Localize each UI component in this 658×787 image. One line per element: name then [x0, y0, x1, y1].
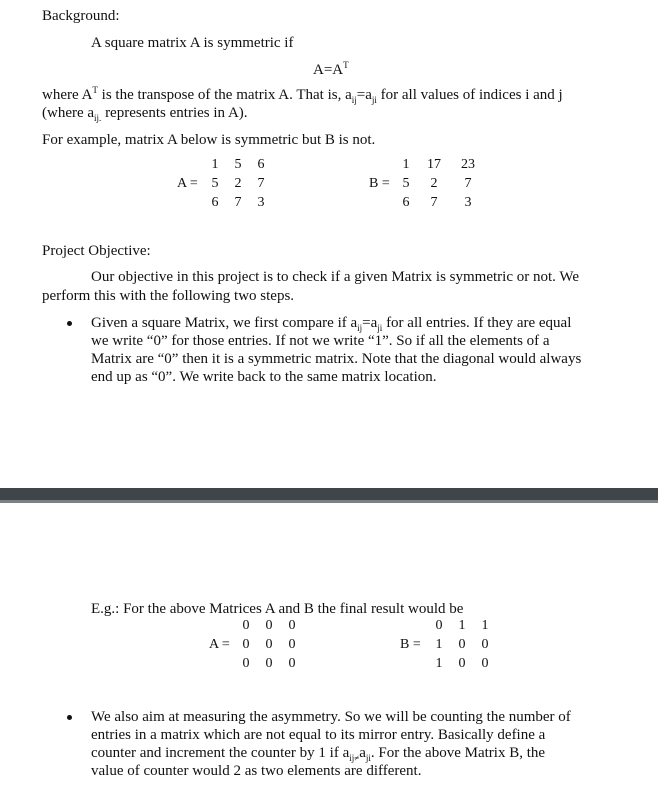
symmetry-equation: $A=A^T$ — [313, 60, 349, 78]
matrix-a-label: A = — [177, 176, 198, 191]
page-divider-shadow — [0, 500, 658, 503]
matrix-cell: 0 — [481, 637, 489, 652]
matrix-cell: 0 — [242, 618, 250, 633]
result-b-label: B = — [400, 637, 421, 652]
matrix-cell: 23 — [461, 157, 475, 172]
matrix-cell: 0 — [288, 637, 296, 652]
bullet-1-line-1: Given a square Matrix, we first compare if $a_{ij}=a_{ji}$ for all entries. If they are equal — [91, 315, 572, 333]
matrix-cell: 6 — [211, 195, 219, 210]
matrix-cell: 0 — [265, 618, 273, 633]
matrix-cell: 0 — [288, 656, 296, 671]
where-line: where $A^T$ is the transpose of the matrix A. That is, $a_{ij}=a_{ji}$ for all values of indices i and j — [42, 85, 563, 105]
bullet-1-line-3: Matrix are “0” then it is a symmetric matrix. Note that the diagonal would always — [91, 351, 582, 367]
matrix-cell: 0 — [458, 656, 466, 671]
matrix-cell: 2 — [234, 176, 242, 191]
matrix-cell: 0 — [242, 637, 250, 652]
matrix-cell: 6 — [257, 157, 265, 172]
matrix-cell: 0 — [458, 637, 466, 652]
objective-line-2: perform this with the following two steps. — [42, 288, 295, 304]
matrix-cell: 7 — [430, 195, 438, 210]
matrix-cell: 0 — [288, 618, 296, 633]
matrix-cell: 6 — [402, 195, 410, 210]
matrix-cell: 7 — [464, 176, 472, 191]
matrix-cell: 0 — [242, 656, 250, 671]
where-line-2: (where $a_{ij.}$ represents entries in A). — [42, 105, 248, 123]
matrix-cell: 5 — [402, 176, 410, 191]
bullet-2-line-2: entries in a matrix which are not equal to its mirror entry. Basically define a — [91, 727, 546, 743]
page-divider — [0, 488, 658, 500]
bullet-1-line-4: end up as “0”. We write back to the same matrix location. — [91, 369, 437, 385]
matrix-cell: 1 — [211, 157, 219, 172]
bullet-1-line-2: we write “0” for those entries. If not we write “1”. So if all the elements of a — [91, 333, 550, 349]
matrix-cell: 0 — [481, 656, 489, 671]
bullet-dot-icon — [67, 715, 72, 720]
matrix-cell: 5 — [211, 176, 219, 191]
bullet-2-line-3: counter and increment the counter by 1 if $a_{ij\ne}a_{ji}$. For the above Matrix B, the — [91, 745, 546, 763]
result-a-label: A = — [209, 637, 230, 652]
matrix-cell: 7 — [234, 195, 242, 210]
matrix-cell: 0 — [265, 656, 273, 671]
matrix-cell: 3 — [464, 195, 472, 210]
bullet-dot-icon — [67, 321, 72, 326]
matrix-cell: 2 — [430, 176, 438, 191]
matrix-cell: 5 — [234, 157, 242, 172]
matrix-cell: 17 — [427, 157, 441, 172]
objective-heading: Project Objective: — [42, 243, 151, 259]
background-heading: Background: — [42, 8, 120, 24]
matrix-cell: 3 — [257, 195, 265, 210]
example-sentence: For example, matrix A below is symmetric but B is not. — [42, 132, 376, 148]
matrix-cell: 1 — [435, 637, 443, 652]
matrix-cell: 1 — [481, 618, 489, 633]
matrix-b-label: B = — [369, 176, 390, 191]
matrix-cell: 1 — [458, 618, 466, 633]
matrix-cell: 7 — [257, 176, 265, 191]
eg-sentence: E.g.: For the above Matrices A and B the final result would be — [91, 601, 464, 617]
bullet-2-line-4: value of counter would 2 as two elements are different. — [91, 763, 422, 779]
bullet-2-line-1: We also aim at measuring the asymmetry. So we will be counting the number of — [91, 709, 571, 725]
matrix-cell: 1 — [435, 656, 443, 671]
matrix-cell: 0 — [265, 637, 273, 652]
objective-line-1: Our objective in this project is to check if a given Matrix is symmetric or not. We — [91, 269, 579, 285]
matrix-cell: 1 — [402, 157, 410, 172]
matrix-cell: 0 — [435, 618, 443, 633]
intro-sentence: A square matrix A is symmetric if — [91, 35, 294, 51]
